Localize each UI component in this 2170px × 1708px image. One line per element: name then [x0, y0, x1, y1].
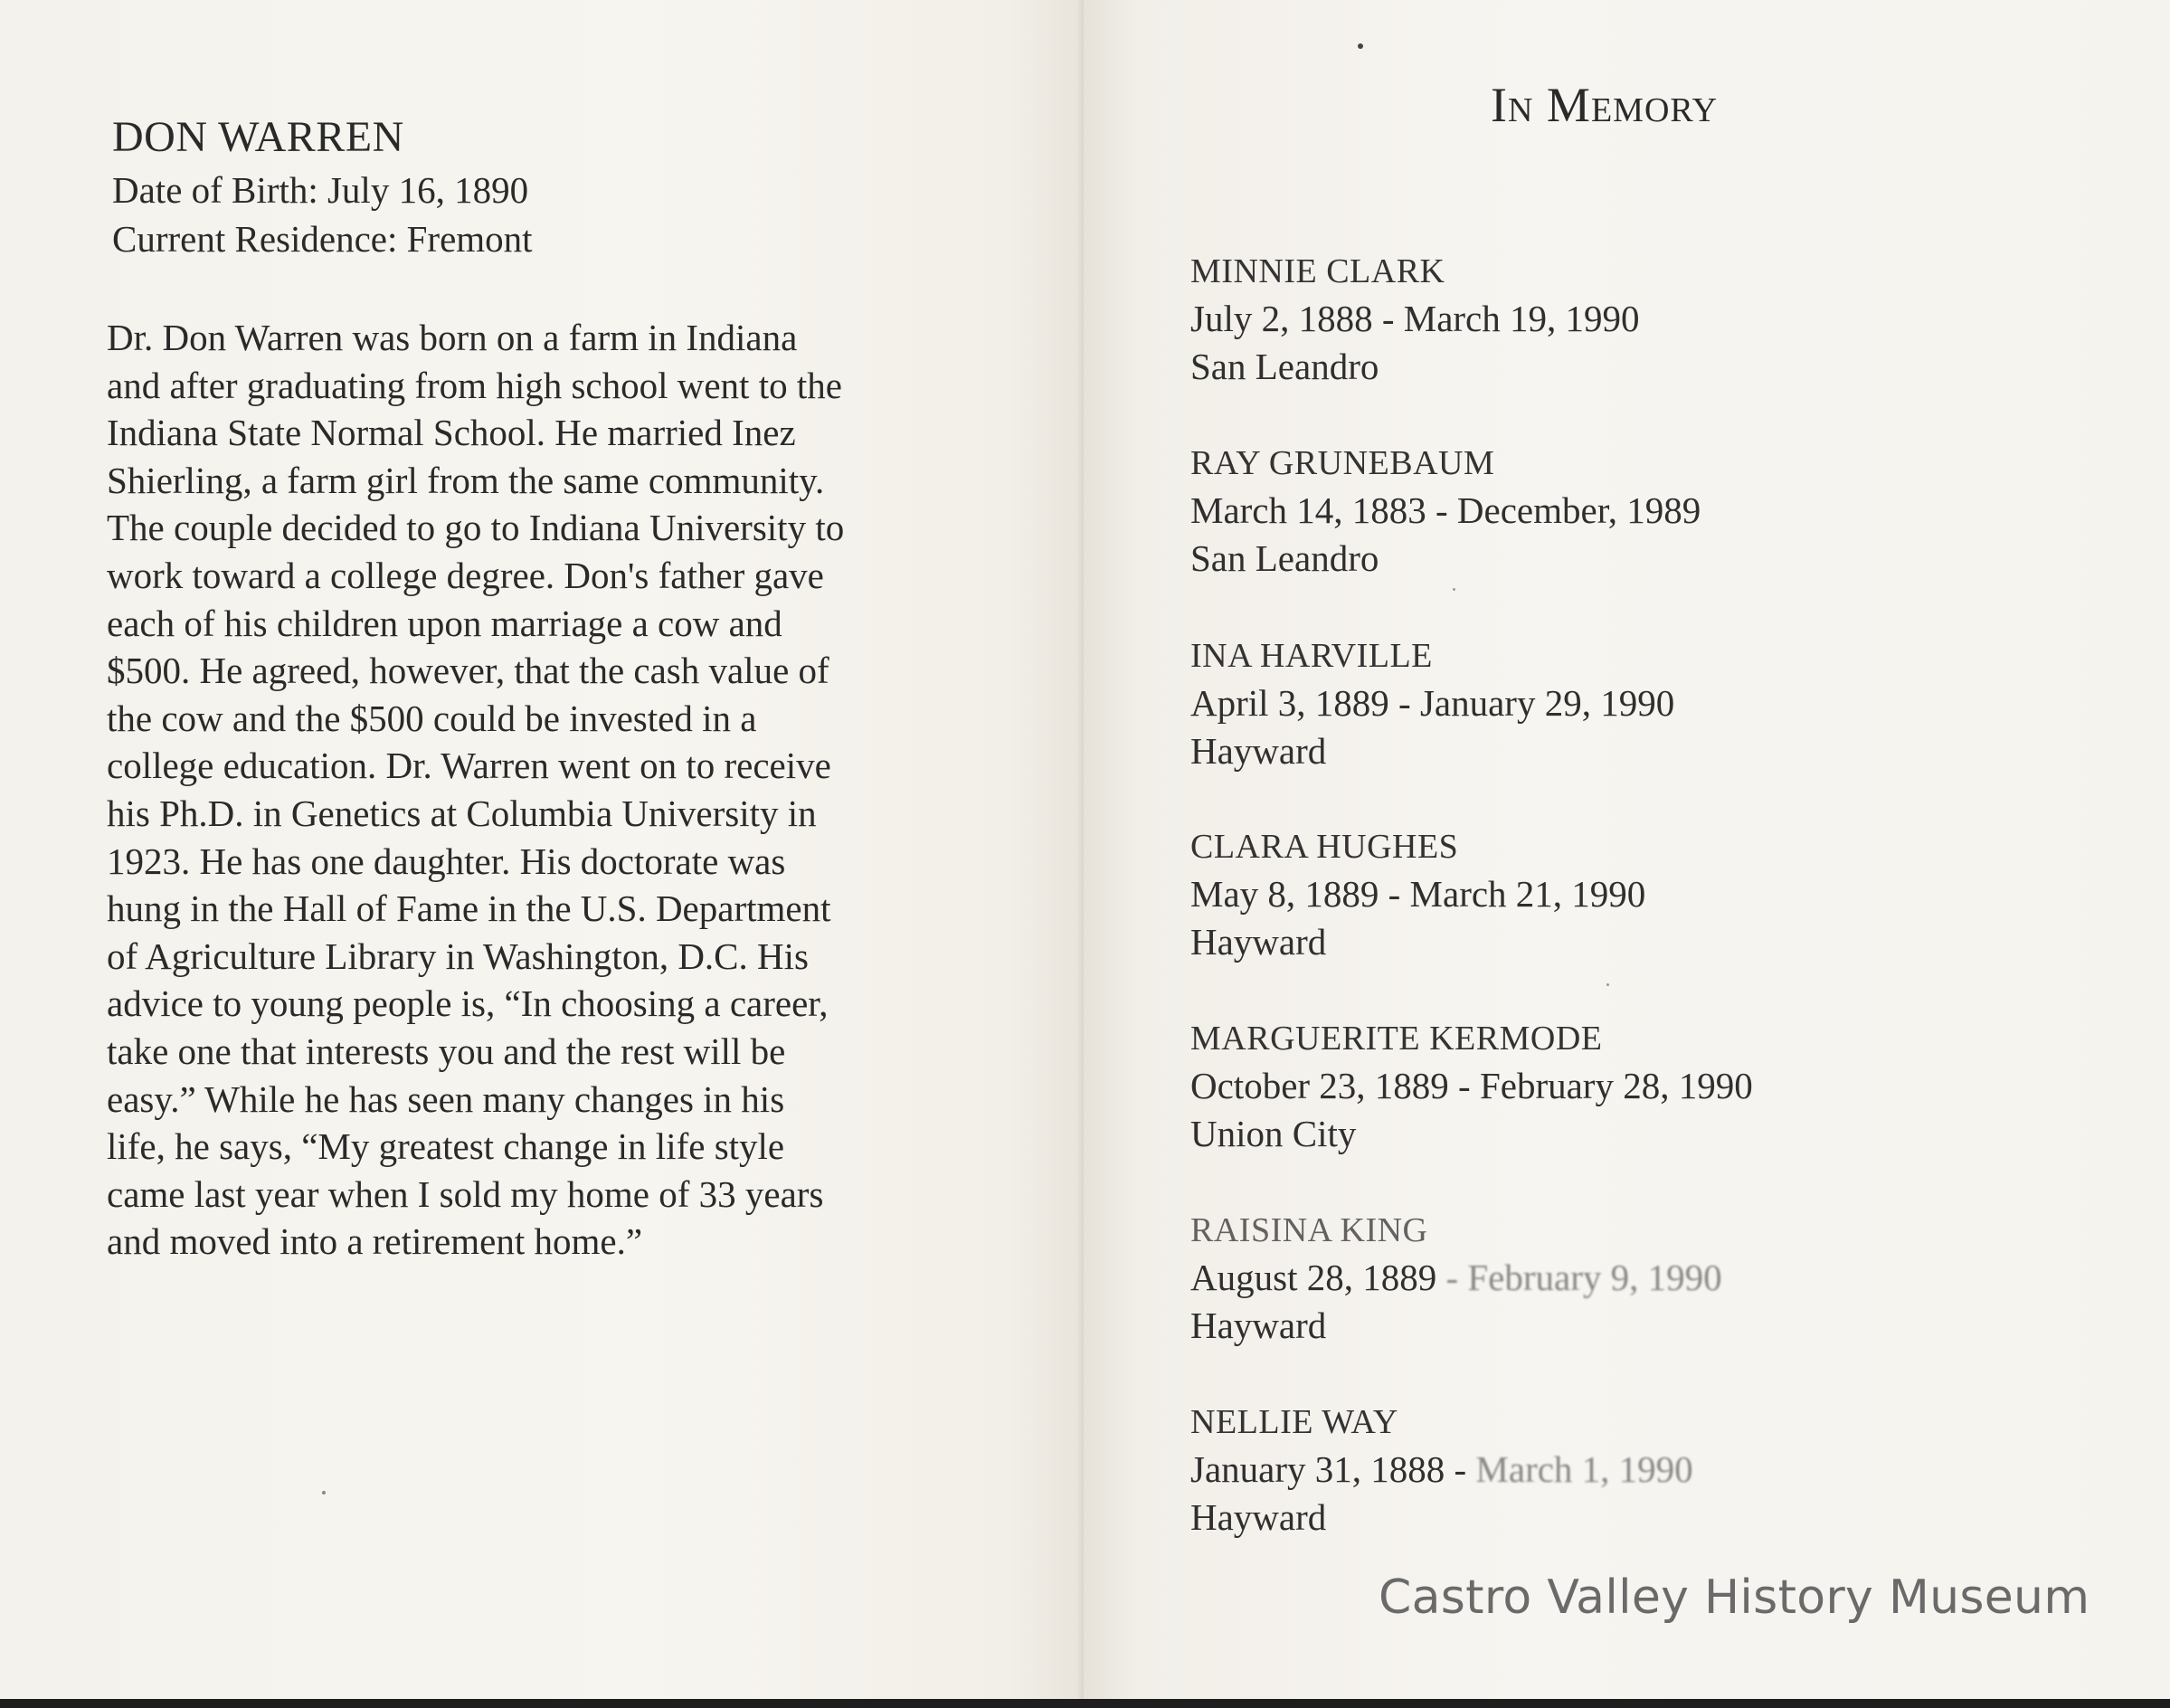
memorial-dates: May 8, 1889 - March 21, 1990 [1190, 873, 1646, 915]
memorial-place: San Leandro [1190, 537, 1379, 579]
memorial-dates [1190, 1446, 1914, 1494]
bio-body-line: work toward a college degree. Don's father gave [107, 554, 824, 596]
memorial-entry [1190, 823, 1914, 966]
memorial-place: Hayward [1190, 1305, 1327, 1346]
paper-speck [1606, 983, 1609, 986]
memorial-entry [1190, 1399, 1914, 1542]
memorial-name: CLARA HUGHES [1190, 828, 1459, 866]
bio-body-line: his Ph.D. in Genetics at Columbia University in [107, 792, 817, 834]
left-page [0, 0, 1084, 1699]
memorial-place: San Leandro [1190, 346, 1379, 387]
memorial-name: RAY GRUNEBAUM [1190, 444, 1495, 482]
bio-body-line: and moved into a retirement home.” [107, 1220, 643, 1263]
memorial-dates [1190, 1254, 1914, 1302]
paper-speck [1358, 43, 1363, 49]
bio-residence: Current Residence: Fremont [112, 218, 533, 260]
memorial-dates: March 14, 1883 - December, 1989 [1190, 489, 1701, 531]
museum-watermark: Castro Valley History Museum [1379, 1570, 2090, 1625]
memorial-place: Hayward [1190, 730, 1327, 772]
scan-bottom-edge [0, 1699, 2170, 1708]
memorial-place: Hayward [1190, 1496, 1327, 1538]
memorial-entry [1190, 1015, 1914, 1158]
bio-body-line: Indiana State Normal School. He married Inez [107, 412, 796, 454]
bio-name: DON WARREN [112, 113, 404, 161]
memorial-entry [1190, 248, 1914, 391]
memorial-name: NELLIE WAY [1190, 1403, 1398, 1441]
memorial-name: MARGUERITE KERMODE [1190, 1020, 1603, 1058]
memorial-entry [1190, 632, 1914, 775]
bio-body-line: take one that interests you and the rest will be [107, 1030, 786, 1072]
memorial-dates-start: January 31, 1888 - [1190, 1448, 1476, 1490]
bio-body-line: easy.” While he has seen many changes in his [107, 1077, 785, 1120]
bio-body-line: came last year when I sold my home of 33 years [107, 1172, 824, 1215]
memorial-dates-end: - February 9, 1990 [1436, 1257, 1722, 1298]
bio-body-line: hung in the Hall of Fame in the U.S. Department [107, 887, 831, 930]
paper-speck [322, 1491, 326, 1494]
bio-body-line: college education. Dr. Warren went on to receive [107, 745, 831, 787]
memorial-dates: April 3, 1889 - January 29, 1990 [1190, 682, 1675, 724]
bio-body-line: the cow and the $500 could be invested in a [107, 697, 757, 739]
bio-body-line: life, he says, “My greatest change in life style [107, 1125, 785, 1168]
bio-body-line: 1923. He has one daughter. His doctorate was [107, 840, 786, 882]
bio-body-line: Shierling, a farm girl from the same community. [107, 459, 825, 501]
bio-birth-date: Date of Birth: July 16, 1890 [112, 169, 529, 211]
memorial-entry [1190, 440, 1914, 583]
memorial-dates: October 23, 1889 - February 28, 1990 [1190, 1065, 1753, 1106]
memorial-dates: July 2, 1888 - March 19, 1990 [1190, 298, 1640, 339]
memorial-place: Hayward [1190, 921, 1327, 963]
memorial-dates-start: August 28, 1889 [1190, 1257, 1437, 1298]
memorial-dates-end: March 1, 1990 [1475, 1448, 1693, 1490]
bio-body-line: Dr. Don Warren was born on a farm in Indiana [107, 317, 798, 358]
memorial-name: RAISINA KING [1190, 1211, 1428, 1249]
memorial-name: INA HARVILLE [1190, 637, 1433, 675]
in-memory-title: In Memory [1491, 78, 1719, 132]
bio-body-line: $500. He agreed, however, that the cash value of [107, 650, 829, 692]
bio-body-line: and after graduating from high school went to the [107, 364, 842, 406]
memorial-entry [1190, 1207, 1914, 1350]
bio-body-line: The couple decided to go to Indiana University to [107, 507, 845, 549]
bio-body [107, 314, 993, 1266]
memorial-name: MINNIE CLARK [1190, 252, 1445, 290]
bio-body-line: each of his children upon marriage a cow and [107, 602, 782, 644]
memorial-place: Union City [1190, 1113, 1357, 1154]
bio-body-line: of Agriculture Library in Washington, D.C. His [107, 935, 809, 977]
paper-speck [1453, 588, 1455, 591]
bio-body-line: advice to young people is, “In choosing a career, [107, 982, 829, 1025]
